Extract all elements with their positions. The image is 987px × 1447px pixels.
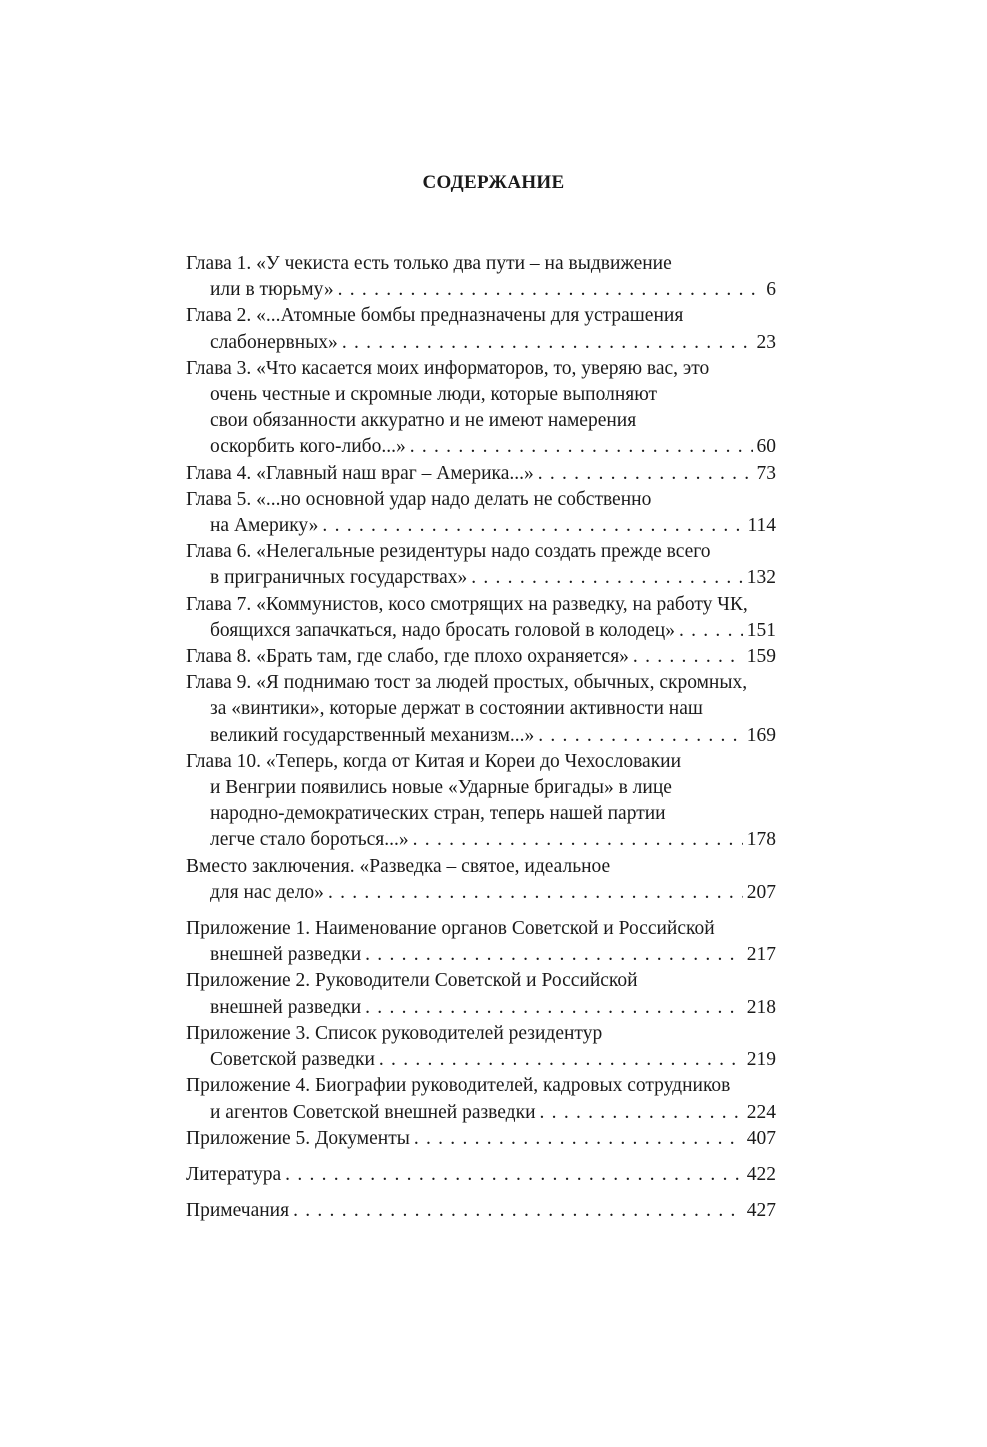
toc-entry-text: Приложение 2. Руководители Советской и Российской [186,970,638,992]
toc-entry[interactable] [186,592,776,644]
toc-entry-last-line [186,644,776,670]
toc-entry[interactable] [186,251,776,303]
toc-entry-last-line [186,277,776,303]
toc-entry-text: внешней разведки [210,996,362,1018]
toc-entry-last-line [186,1198,776,1224]
dot-leader [342,330,753,356]
toc-page-number: 218 [746,996,776,1018]
toc-entry-last-line [186,942,776,968]
toc-entry-text: Приложение 4. Биографии руководителей, кадровых сотрудников [186,1075,731,1097]
toc-entry-text: Глава 2. «...Атомные бомбы предназначены для устрашения [186,305,684,327]
toc-entry-text: Советской разведки [210,1049,375,1071]
dot-leader [365,995,743,1021]
toc-entry-text: для нас дело» [210,881,324,903]
toc-entry[interactable] [186,356,776,461]
toc-entry-text: Вместо заключения. «Разведка – святое, идеальное [186,855,611,877]
dot-leader [338,277,763,303]
toc-entry-text: Глава 1. «У чекиста есть только два пути – на выдвижение [186,253,672,274]
toc-entry-last-line [186,565,776,591]
toc-entry[interactable] [186,1198,776,1224]
dot-leader [379,1047,743,1073]
toc-entry[interactable] [186,539,776,591]
dot-leader [471,565,743,591]
toc-entry-text: за «винтики», которые держат в состоянии активности наш [210,698,703,720]
toc-entry-text: Глава 3. «Что касается моих информаторов, то, уверяю вас, это [186,357,710,379]
toc-page-number: 114 [747,515,776,537]
toc-page-number: 169 [746,724,776,746]
toc-entry-text: Примечания [186,1200,290,1222]
toc-entry-text: Глава 5. «...но основной удар надо делать не собственно [186,488,652,510]
toc-entry-last-line [186,827,776,853]
toc-entry-text: Литература [186,1163,282,1185]
toc-page-number: 217 [746,944,776,966]
toc-entry-text: на Америку» [210,515,319,537]
toc-entry[interactable] [186,1126,776,1152]
dot-leader [285,1162,743,1188]
toc-entry-text: оскорбить кого-либо...» [210,436,406,458]
toc-entry-text: Глава 4. «Главный наш враг – Америка...» [186,462,534,484]
toc-page-number: 219 [746,1049,776,1071]
toc-entry[interactable] [186,461,776,487]
toc-entry-text: слабонервных» [210,331,338,353]
toc-entry-text: легче стало бороться...» [210,829,409,851]
toc-page-number: 407 [746,1127,776,1149]
toc-entry-text: Глава 9. «Я поднимаю тост за людей простых, обычных, скромных, [186,672,748,694]
toc-entry[interactable] [186,1021,776,1073]
toc-entry[interactable] [186,1073,776,1125]
dot-leader [365,942,743,968]
toc-entry[interactable] [186,487,776,539]
dot-leader [293,1198,743,1224]
page-title: СОДЕРЖАНИЕ [422,172,565,193]
toc-entry[interactable] [186,670,776,749]
toc-entry[interactable] [186,854,776,906]
toc-page-number: 73 [756,462,776,484]
toc-page-number: 132 [746,567,776,589]
dot-leader [413,827,743,853]
toc-entry[interactable] [186,916,776,968]
toc-entry-text: и агентов Советской внешней разведки [210,1101,536,1123]
table-of-contents [186,251,776,1224]
toc-page-number: 427 [746,1200,776,1222]
toc-page-number: 207 [746,881,776,903]
toc-entry-last-line [186,1126,776,1152]
toc-entry-last-line [186,995,776,1021]
dot-leader [679,618,743,644]
toc-entry-text: Глава 6. «Нелегальные резидентуры надо создать прежде всего [186,541,711,563]
toc-entry[interactable] [186,749,776,854]
dot-leader [540,1100,743,1126]
dot-leader [538,461,753,487]
toc-page-number: 159 [746,646,776,668]
dot-leader [633,644,743,670]
toc-entry-last-line [186,1162,776,1188]
toc-entry-last-line [186,880,776,906]
toc-entry-text: боящихся запачкаться, надо бросать головой в колодец» [210,619,675,641]
toc-page-number: 178 [746,829,776,851]
toc-entry-last-line [186,618,776,644]
toc-entry-last-line [186,461,776,487]
toc-page-number: 224 [746,1101,776,1123]
toc-page-number: 422 [746,1163,776,1185]
toc-entry-last-line [186,330,776,356]
dot-leader [538,723,743,749]
toc-entry-last-line [186,723,776,749]
dot-leader [414,1126,743,1152]
toc-entry-text: или в тюрьму» [210,279,334,301]
toc-page-number: 60 [756,436,776,458]
toc-entry-text: Глава 8. «Брать там, где слабо, где плохо охраняется» [186,646,629,668]
toc-page-number: 151 [746,619,776,641]
toc-entry[interactable] [186,303,776,355]
toc-entry-last-line [186,1100,776,1126]
toc-entry-last-line [186,1047,776,1073]
toc-entry-text: и Венгрии появились новые «Ударные бригады» в лице [210,777,672,799]
toc-entry-last-line [186,434,776,460]
toc-entry-text: свои обязанности аккуратно и не имеют намерения [210,410,637,432]
toc-entry-text: Приложение 5. Документы [186,1127,410,1149]
toc-entry[interactable] [186,1162,776,1188]
toc-entry-text: Приложение 1. Наименование органов Советской и Российской [186,918,715,940]
toc-entry-text: Глава 10. «Теперь, когда от Китая и Кореи до Чехословакии [186,750,682,772]
toc-entry-text: внешней разведки [210,944,362,966]
toc-entry[interactable] [186,644,776,670]
toc-entry-text: очень честные и скромные люди, которые выполняют [210,384,658,406]
toc-entry-text: Приложение 3. Список руководителей резидентур [186,1022,603,1044]
dot-leader [410,434,753,460]
toc-page-number: 23 [756,331,776,353]
toc-entry-text: в приграничных государствах» [210,567,468,589]
toc-page-number: 6 [766,279,776,301]
toc-entry-text: Глава 7. «Коммунистов, косо смотрящих на разведку, на работу ЧК, [186,593,748,615]
dot-leader [328,880,743,906]
toc-entry-text: великий государственный механизм...» [210,724,535,746]
toc-entry-last-line [186,513,776,539]
dot-leader [322,513,743,539]
toc-entry[interactable] [186,968,776,1020]
toc-entry-text: народно-демократических стран, теперь нашей партии [210,803,666,825]
